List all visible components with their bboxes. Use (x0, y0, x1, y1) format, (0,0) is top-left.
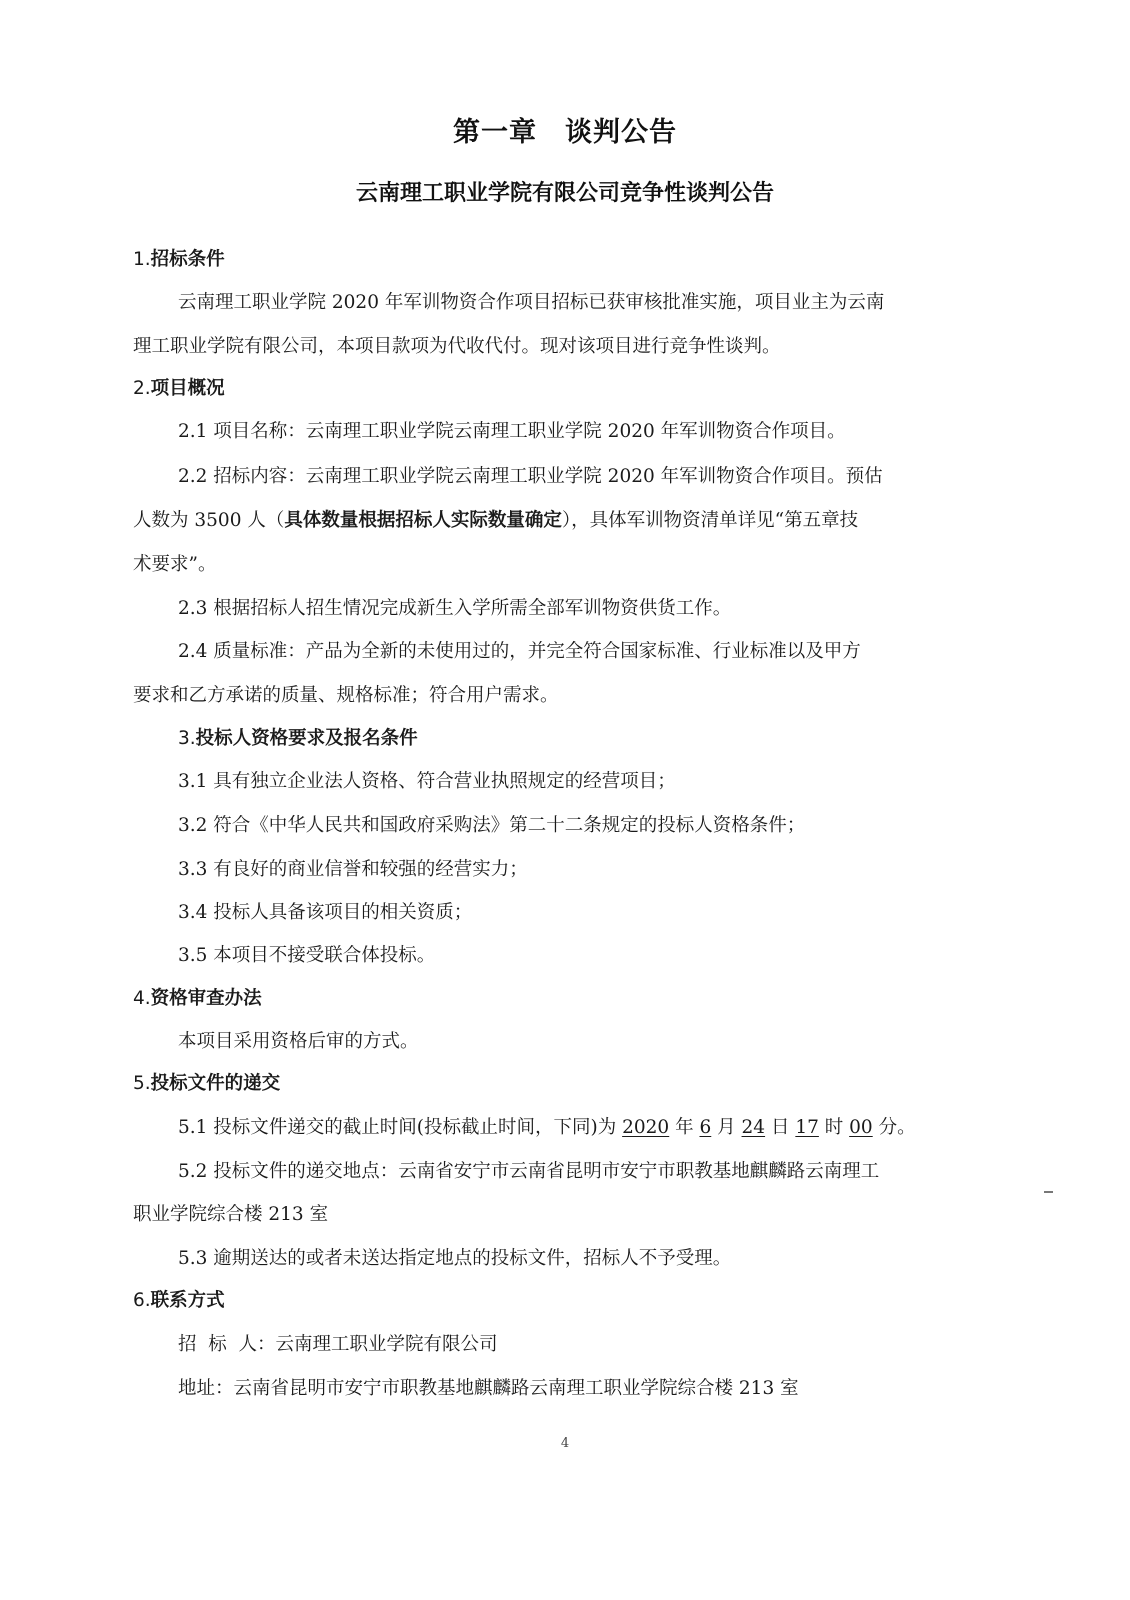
deadline-minute: 00 (849, 1117, 873, 1138)
item-5-3: 5.3 逾期送达的或者未送达指定地点的投标文件，招标人不予受理。 (178, 1248, 732, 1269)
section-2-title: 项目概况 (150, 378, 225, 399)
item-2-2-line-3: 术要求”。 (133, 554, 217, 575)
deadline-month: 6 (699, 1117, 712, 1138)
item-2-4-line-2: 要求和乙方承诺的质量、规格标准；符合用户需求。 (133, 685, 559, 706)
section-4-title: 资格审查办法 (150, 988, 262, 1009)
deadline-year-unit: 年 (669, 1117, 700, 1138)
document-subtitle: 云南理工职业学院有限公司竞争性谈判公告 (355, 181, 774, 206)
item-2-2-bold-text: 具体数量根据招标人实际数量确定 (284, 510, 562, 531)
scan-speck (1044, 1191, 1053, 1193)
section-5-title: 投标文件的递交 (150, 1073, 281, 1094)
tenderer-value: 云南理工职业学院有限公司 (275, 1334, 498, 1355)
item-2-2-text-b: ），具体军训物资清单详见“第五章技 (561, 510, 859, 531)
item-5-1-prefix: 5.1 投标文件递交的截止时间(投标截止时间，下同)为 (178, 1117, 623, 1138)
section-2-number: 2. (133, 378, 151, 399)
item-2-1: 2.1 项目名称：云南理工职业学院云南理工职业学院 2020 年军训物资合作项目。 (178, 421, 846, 442)
item-3-2: 3.2 符合《中华人民共和国政府采购法》第二十二条规定的投标人资格条件； (178, 815, 806, 836)
section-6-number: 6. (133, 1290, 151, 1311)
deadline-minute-unit: 分。 (872, 1117, 916, 1138)
section-4-number: 4. (133, 988, 151, 1009)
section-5-number: 5. (133, 1073, 151, 1094)
address-label: 地址： (178, 1378, 234, 1399)
section-1-paragraph-line-1: 云南理工职业学院 2020 年军训物资合作项目招标已获审核批准实施，项目业主为云南 (178, 292, 885, 313)
item-5-1 (178, 1116, 916, 1140)
item-2-2-text-a: 人数为 3500 人（ (133, 510, 285, 531)
section-3-title: 投标人资格要求及报名条件 (195, 728, 418, 749)
section-3-heading (178, 727, 418, 751)
section-1-number: 1. (133, 249, 151, 270)
deadline-year: 2020 (622, 1117, 670, 1138)
deadline-hour: 17 (795, 1117, 819, 1138)
section-6-heading (133, 1289, 225, 1313)
section-1-heading (133, 248, 225, 272)
deadline-day-unit: 日 (765, 1117, 796, 1138)
item-3-4: 3.4 投标人具备该项目的相关资质； (178, 902, 473, 923)
tenderer-label: 招 标 人： (178, 1334, 276, 1355)
item-3-5: 3.5 本项目不接受联合体投标。 (178, 945, 436, 966)
section-2-heading (133, 377, 225, 401)
section-5-heading (133, 1072, 280, 1096)
address-line (178, 1377, 799, 1401)
section-3-number: 3. (178, 728, 196, 749)
tenderer-line (178, 1333, 498, 1357)
section-1-title: 招标条件 (150, 249, 225, 270)
chapter-prefix: 第一章 (453, 117, 537, 148)
section-1-paragraph-line-2: 理工职业学院有限公司，本项目款项为代收代付。现对该项目进行竞争性谈判。 (133, 336, 781, 357)
chapter-title: 谈判公告 (565, 117, 677, 148)
deadline-hour-unit: 时 (818, 1117, 850, 1138)
item-2-4-line-1: 2.4 质量标准：产品为全新的未使用过的，并完全符合国家标准、行业标准以及甲方 (178, 641, 861, 662)
section-4-heading (133, 987, 262, 1011)
item-2-2-line-2 (133, 509, 858, 533)
item-3-3: 3.3 有良好的商业信誉和较强的经营实力； (178, 859, 528, 880)
address-value: 云南省昆明市安宁市职教基地麒麟路云南理工职业学院综合楼 213 室 (233, 1378, 799, 1399)
item-5-2-line-2: 职业学院综合楼 213 室 (133, 1204, 329, 1225)
chapter-heading (0, 110, 1130, 149)
section-6-title: 联系方式 (150, 1290, 225, 1311)
section-4-paragraph: 本项目采用资格后审的方式。 (178, 1031, 419, 1052)
item-5-2-line-1: 5.2 投标文件的递交地点：云南省安宁市云南省昆明市安宁市职教基地麒麟路云南理工 (178, 1161, 880, 1182)
item-3-1: 3.1 具有独立企业法人资格、符合营业执照规定的经营项目； (178, 771, 676, 792)
page-number: 4 (560, 1436, 570, 1451)
deadline-day: 24 (741, 1117, 766, 1138)
item-2-2-line-1: 2.2 招标内容：云南理工职业学院云南理工职业学院 2020 年军训物资合作项目。预估 (178, 466, 883, 487)
item-2-3: 2.3 根据招标人招生情况完成新生入学所需全部军训物资供货工作。 (178, 598, 732, 619)
deadline-month-unit: 月 (711, 1117, 742, 1138)
